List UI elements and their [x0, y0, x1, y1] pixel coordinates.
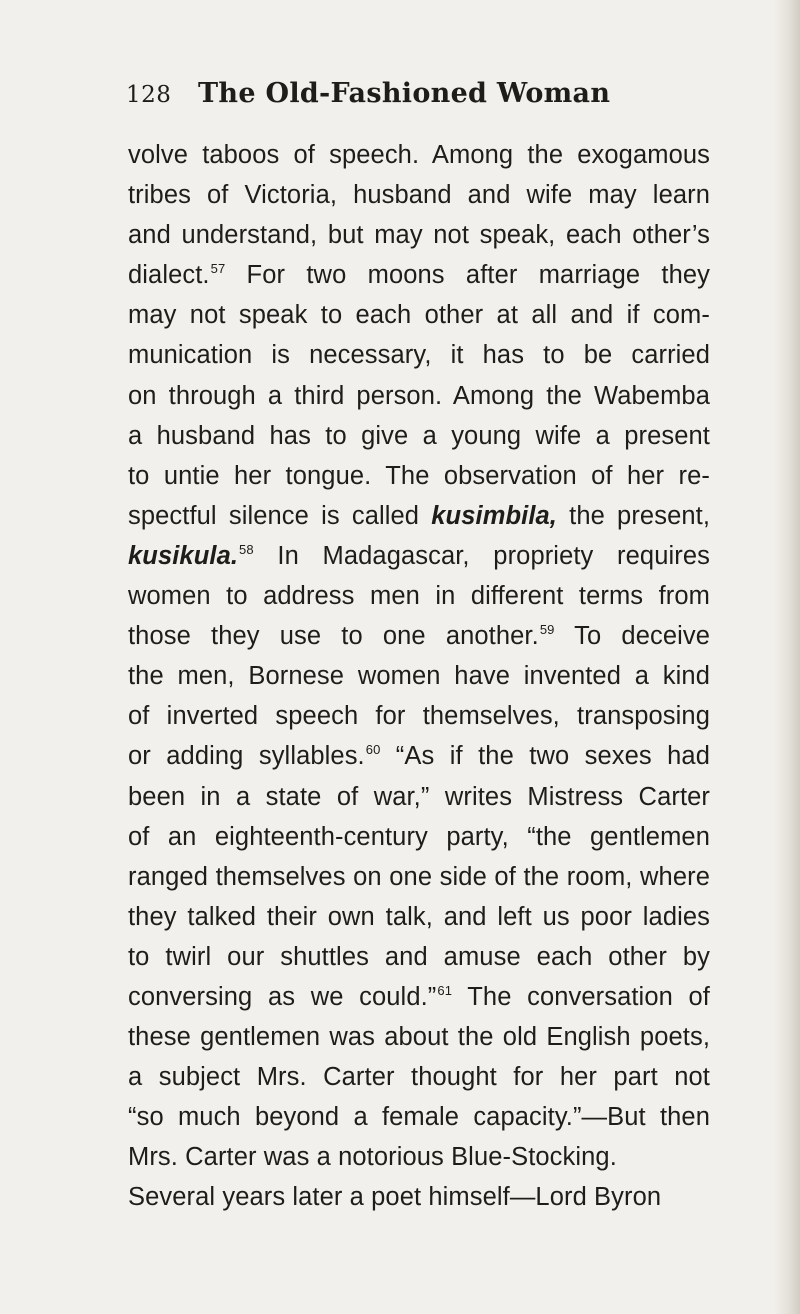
footnote-ref-57: 57 — [210, 261, 226, 277]
page-number: 128 — [126, 82, 172, 108]
footnote-ref-58: 58 — [239, 541, 254, 557]
footnote-ref-61: 61 — [437, 982, 453, 998]
text-line-6: munication is necessary, it has to be carried — [128, 341, 710, 370]
running-head — [126, 78, 666, 122]
text-line-19: ranged themselves on one side of the room, where — [128, 862, 710, 891]
text-line-22: conversing as we could.”$^{61}$ The conversation of — [128, 982, 710, 1011]
footnote-ref-60: 60 — [365, 742, 381, 758]
text-line-12: women to address men in different terms from — [128, 582, 710, 611]
footnote-ref-59: 59 — [539, 622, 555, 638]
text-line-7: on through a third person. Among the Wabemba — [128, 381, 710, 410]
text-line-1: volve taboos of speech. Among the exogamous — [128, 141, 710, 169]
text-line-2: tribes of Victoria, husband and wife may learn — [128, 181, 710, 210]
text-line-21: to twirl our shuttles and amuse each other by — [128, 942, 710, 971]
text-line-14: the men, Bornese women have invented a kind — [128, 662, 710, 691]
text-line-18: of an eighteenth-century party, “the gentlemen — [128, 822, 710, 851]
text-line-11: kusikula.$^{58}$ In Madagascar, propriety requires — [128, 541, 710, 570]
body-text — [128, 135, 710, 1218]
text-line-10: spectful silence is called kusimbila, the present, — [128, 501, 710, 530]
text-line-3: and understand, but may not speak, each other’s — [128, 221, 710, 250]
text-line-26: Mrs. Carter was a notorious Blue-Stocking. — [128, 1143, 617, 1172]
text-line-5: may not speak to each other at all and if com- — [128, 301, 710, 330]
term-kusimbila: kusimbila, — [431, 501, 557, 530]
book-title: The Old-Fashioned Woman — [198, 78, 611, 109]
text-line-16: or adding syllables.$^{60}$ “As if the two sexes had — [128, 742, 710, 771]
page-edge-shadow — [774, 0, 800, 1314]
text-line-24: a subject Mrs. Carter thought for her part not — [128, 1063, 710, 1092]
term-kusikula: kusikula. — [128, 541, 239, 570]
text-line-23: these gentlemen was about the old English poets, — [128, 1023, 710, 1052]
text-line-20: they talked their own talk, and left us poor ladies — [128, 902, 710, 931]
text-line-9: to untie her tongue. The observation of her re- — [128, 461, 710, 490]
text-line-17: been in a state of war,” writes Mistress Carter — [128, 782, 710, 811]
text-line-27: Several years later a poet himself—Lord Byron — [128, 1183, 662, 1212]
text-line-8: a husband has to give a young wife a present — [128, 421, 710, 450]
text-line-25: “so much beyond a female capacity.”—But then — [128, 1103, 710, 1132]
text-line-4: dialect.$^{57}$ For two moons after marriage they — [128, 261, 710, 290]
text-line-15: of inverted speech for themselves, transposing — [128, 702, 710, 731]
text-line-13: those they use to one another.$^{59}$ To deceive — [128, 622, 711, 651]
